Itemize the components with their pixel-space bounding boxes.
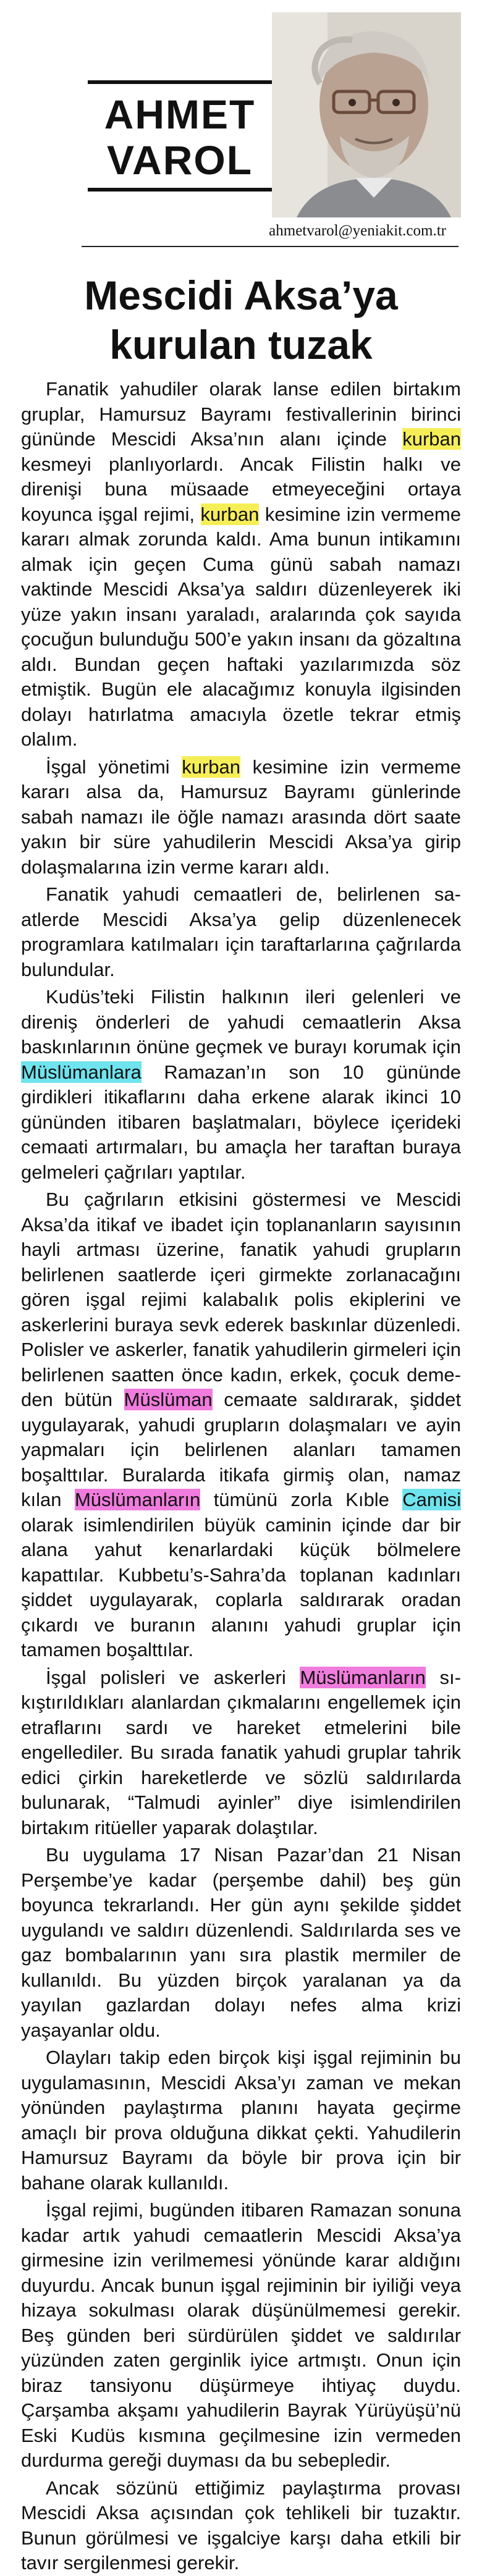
- article-paragraph: [21, 377, 461, 752]
- paragraph-text: sıkıştırıldıkları alanlardan çıkmalarını engellemek için etraflarını sardı ve hareket etmelerini bile engellediler. Bu sırada fanatik yahudi gruplar tahrik edici çirkin hareketlerde ve sözlü saldırılarda bulunarak, “Talmudi ayinler” diye isimlendirilen birtakım ritüeller yaparak dolaştılar.: [21, 1666, 461, 1838]
- author-top-rule: [88, 80, 279, 84]
- paragraph-text: olarak isimlendirilen büyük caminin içinde dar bir alana yahut kenarlardaki küçük bölmelere kapattılar. Kubbetu’s-Sahra’da toplanan kadınları şiddet uygulayarak, coplarla saldırarak oradan çıkardı ve buranın alanını yahudi gruplar için tamamen boşalttılar.: [21, 1513, 461, 1661]
- paragraph-text: Olayları takip eden birçok kişi işgal rejiminin bu uygulamasının, Mescidi Aksa’yı zaman ve mekan yönünden paylaştırma planını hayata geçirme amaçlı bir prova olduğuna dikkat çekti. Yahudilerin Hamursuz Bayramı da böyle bir prova için bir bahane olarak kullanıldı.: [21, 2047, 461, 2194]
- highlighted-word: kurban: [402, 428, 461, 450]
- paragraph-text: Fanatik yahudi cemaatleri de, belirlenen saatlerde Mescidi Aksa’ya gelip düzenlenecek programlara katılmaları için taraftarlarına çağrılarda bulundular.: [21, 883, 461, 980]
- author-email: ahmetvarol@yeniakit.com.tr: [269, 222, 446, 239]
- author-name: [96, 91, 263, 183]
- paragraph-text: tümünü zorla Kıble: [200, 1489, 403, 1510]
- article-paragraph: [21, 2198, 461, 2473]
- paragraph-text: İşgal rejimi, bugünden itibaren Ramazan sonuna kadar artık yahudi cemaatlerin Mescidi Aksa’ya girmesine izin verilmemesi yönünde karar aldığını duyurdu. Ancak bunun işgal rejiminin bir iyiliği veya hizaya sokulması olarak düşünülmemesi gerekir. Beş günden beri sürdürülen şiddet ve saldırılar yüzünden zaten gerginlik iyice artmıştı. Onun için biraz tansiyonu düşürmeye ihtiyaç duydu. Çarşamba akşamı yahudilerin Bayrak Yürüyüşü’nü Eski Kudüs kısmına geçilmesine izin vermeden durdurma gereği duyması da bu sebepledir.: [21, 2199, 461, 2471]
- highlighted-word: Müslüman: [124, 1389, 213, 1410]
- column-header: [0, 0, 482, 259]
- article-paragraph: [21, 1665, 461, 1841]
- paragraph-text: İşgal yönetimi: [46, 756, 182, 778]
- article-paragraph: [21, 755, 461, 880]
- paragraph-text: Ramazan’ın son 10 gününde girdikleri itikaflarını daha erkene alarak ikinci 10 gününden itibaren başlatmaları, böylece içerideki cemaati artırmaları, bu amaçla her taraftan buraya gelmeleri çağrıları yaptılar.: [21, 1061, 461, 1183]
- email-rule: [82, 246, 459, 247]
- author-last-name: VAROL: [106, 137, 253, 183]
- highlighted-word: Camisi: [402, 1489, 461, 1510]
- author-photo: [272, 12, 461, 217]
- highlighted-word: Müslümanlara: [21, 1061, 142, 1083]
- paragraph-text: kesimine izin vermeme kararı alsa da, Hamursuz Bayramı günlerinde sabah namazı ile öğle namazı arasında dört saate yakın bir süre yahudilerin Mescidi Aksa’ya girip dolaşmalarına izin verme kararı aldı.: [21, 756, 461, 878]
- article-paragraph: [21, 2045, 461, 2195]
- article-paragraph: [21, 1187, 461, 1663]
- paragraph-text: Kudüs’teki Filistin halkının ileri gelenleri ve direniş önderleri de yahudi cemaatlerin Aksa baskınlarının önüne geçmek ve burayı korumak için: [21, 986, 461, 1058]
- article-paragraph: [21, 882, 461, 982]
- article-title-line-2: kurulan tuzak: [109, 322, 373, 368]
- author-first-name: AHMET: [104, 91, 256, 137]
- highlighted-word: Müslümanların: [74, 1489, 201, 1510]
- article-title-line-1: Mescidi Aksa’ya: [84, 272, 398, 318]
- highlighted-word: Müslümanların: [300, 1666, 426, 1688]
- article-paragraph: [21, 2476, 461, 2576]
- paragraph-text: kesimine izin vermeme kararı almak zorunda kaldı. Ama bunun intikamını almak için geçen Cuma günü sabah namazı vaktinde Mescidi Aksa’ya saldırı düzenleyerek iki yüze yakın insanı yaraladı, aralarında çok sayıda çocuğun bulunduğu 500’e yakın insanı da gözaltına aldı. Bundan geçen haftaki yazılarımızda söz etmiştik. Bugün ele alacağımız konuyla ilgisinden dolayı hatırlatma amacıyla özetle tekrar etmiş olalım.: [21, 503, 461, 750]
- paragraph-text: İşgal polisleri ve askerleri: [46, 1666, 300, 1688]
- paragraph-text: Bu çağrıların etkisini göstermesi ve Mescidi Aksa’da itikaf ve ibadet için toplananların sayısının hayli artması üzerine, fanatik yahudi grupların belirlenen saatlerde içeri girmekte zorlanacağını gören işgal rejimi kalabalık polis ekiplerini ve askerlerini buraya sevk ederek baskınlar düzenledi. Polisler ve askerler, fanatik yahudilerin girmeleri için belirlenen saatten önce kadın, erkek, çocuk demeden bütün: [21, 1189, 461, 1410]
- article-paragraph: [21, 985, 461, 1185]
- paragraph-text: Bu uygulama 17 Nisan Pazar’dan 21 Nisan Perşembe’ye kadar (perşembe dahil) beş gün boyunca tekrarlandı. Her gün aynı şekilde şiddet uygulandı ve saldırı düzenlendi. Saldırılarda ses ve gaz bombalarının yanı sıra plastik mermiler de kullanıldı. Bu yüzden birçok yaralanan ya da yayılan gazlardan dolayı nefes alma krizi yaşayanlar oldu.: [21, 1844, 461, 2041]
- author-bottom-rule: [88, 188, 279, 192]
- article-body: [21, 377, 461, 2576]
- paragraph-text: Ancak sözünü ettiğimiz paylaştırma provası Mescidi Aksa açısından çok tehlikeli bir tuzaktır. Bunun görülmesi ve işgalciye karşı daha etkili bir tavır sergilenmesi gerekir.: [21, 2477, 461, 2574]
- article-paragraph: [21, 1843, 461, 2043]
- highlighted-word: kurban: [200, 503, 260, 525]
- author-portrait-icon: [272, 12, 461, 217]
- paragraph-text: Fanatik yahudiler olarak lanse edilen birtakım gruplar, Hamursuz Bayramı festivallerinin birinci gününde Mescidi Aksa’nın alanı içinde: [21, 378, 461, 450]
- paragraph-text: kesmeyi planlıyorlardı. Ancak Filistin halkı ve direnişi buna müsaade etmeyeceğini ortaya koyunca işgal rejimi,: [21, 453, 461, 525]
- paragraph-text: cemaate saldırarak, şiddet uygulayarak, yahudi grupların dolaşmaları ve ayin yapmaları için belirlenen alanları tamamen boşalttılar. Buralarda itikafa girmiş olan, namaz kılan: [21, 1389, 461, 1510]
- highlighted-word: kurban: [182, 756, 241, 778]
